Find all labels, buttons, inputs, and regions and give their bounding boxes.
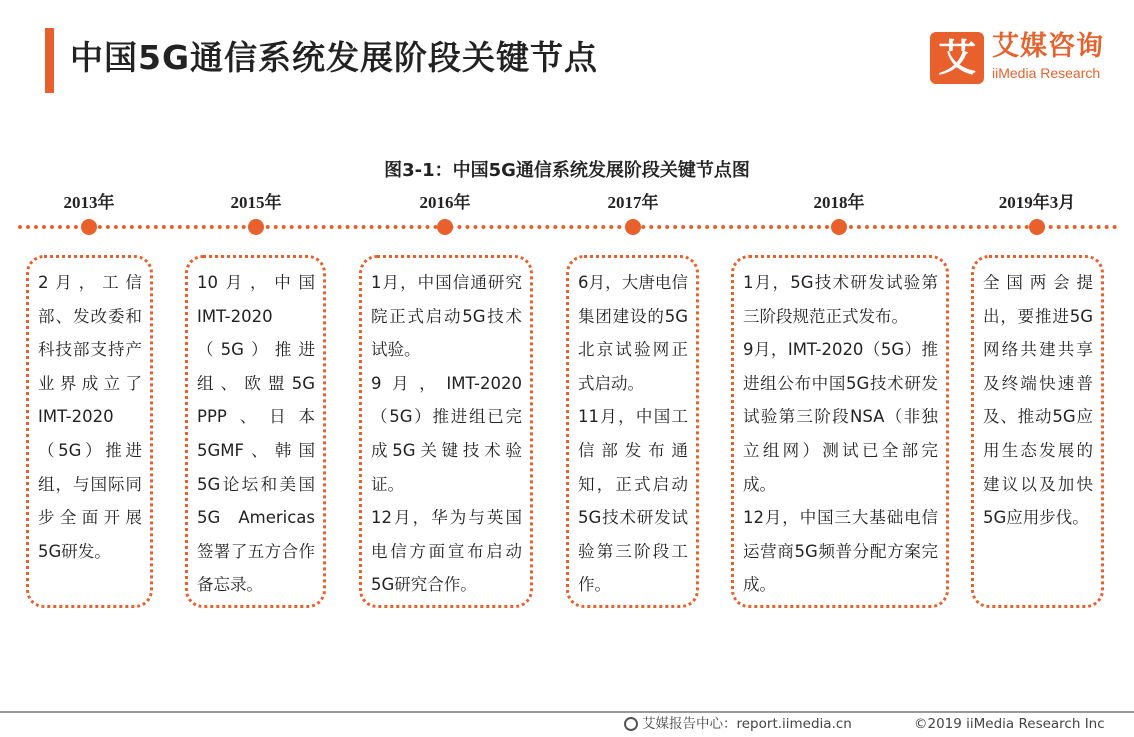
timeline-dot-2019 <box>1029 219 1045 235</box>
logo-mark-icon: 艾 <box>930 32 984 84</box>
event-text: 9月，IMT-2020（5G）推进组已完成5G关键技术验证。 <box>371 373 522 494</box>
event-card-2017 <box>566 255 699 608</box>
event-text: 12月，华为与英国电信方面宣布启动5G研究合作。 <box>371 508 522 595</box>
timeline-year-2016: 2016年 <box>419 193 471 212</box>
event-text: 6月，大唐电信集团建设的5G北京试验网正式启动。 <box>578 273 688 393</box>
event-card-2019 <box>971 255 1104 608</box>
timeline-dot-2018 <box>831 219 847 235</box>
event-card-2015 <box>185 255 326 608</box>
brand-logo <box>930 30 1120 90</box>
event-text: 1月，5G技术研发试验第三阶段规范正式发布。 <box>743 273 938 326</box>
event-text: 9月，IMT-2020（5G）推进组公布中国5G技术研发试验第三阶段NSA（非独立组网）测试已全部完成。 <box>743 340 938 494</box>
event-text: 全国两会提出，要推进5G网络共建共享及终端快速普及、推动5G应用生态发展的建议以及加快5G应用步伐。 <box>983 273 1093 528</box>
timeline-year-2015: 2015年 <box>230 193 282 212</box>
footer-source <box>624 714 852 734</box>
title-accent-bar <box>45 28 54 93</box>
event-text: 1月，中国信通研究院正式启动5G技术试验。 <box>371 273 522 360</box>
logo-english-name: iiMedia Research <box>992 65 1101 81</box>
timeline-dot-2013 <box>81 219 97 235</box>
event-card-2013 <box>26 255 153 608</box>
timeline-line <box>18 225 1118 229</box>
timeline-year-2013: 2013年 <box>63 193 115 212</box>
event-text: 11月，中国工信部发布通知，正式启动5G技术研发试验第三阶段工作。 <box>578 407 688 595</box>
timeline-year-2017: 2017年 <box>607 193 659 212</box>
timeline-dot-2015 <box>248 219 264 235</box>
event-text: 2月，工信部、发改委和科技部支持产业界成立了IMT-2020（5G）推进组，与国际同步全面开展5G研发。 <box>38 273 142 561</box>
footer-divider <box>0 711 1134 713</box>
event-card-2018 <box>731 255 949 608</box>
footer-copyright: ©2019 iiMedia Research Inc <box>914 716 1105 732</box>
timeline-year-2018: 2018年 <box>813 193 865 212</box>
timeline-year-2019: 2019年3月 <box>998 193 1076 212</box>
event-text: 12月，中国三大基础电信运营商5G频普分配方案完成。 <box>743 508 938 595</box>
footer-source-text: 艾媒报告中心：report.iimedia.cn <box>642 716 852 732</box>
event-card-2016 <box>359 255 533 608</box>
event-text: 10月，中国IMT-2020（5G）推进组、欧盟5G PPP、日本5GMF、韩国5G论坛和美国5G Americas签署了五方合作备忘录。 <box>197 273 315 595</box>
figure-title: 图3-1：中国5G通信系统发展阶段关键节点图 <box>384 160 750 181</box>
timeline-dot-2016 <box>437 219 453 235</box>
timeline-dot-2017 <box>625 219 641 235</box>
globe-icon <box>624 717 638 731</box>
logo-chinese-name: 艾媒咨询 <box>992 31 1104 62</box>
page-title: 中国5G通信系统发展阶段关键节点 <box>70 38 599 77</box>
